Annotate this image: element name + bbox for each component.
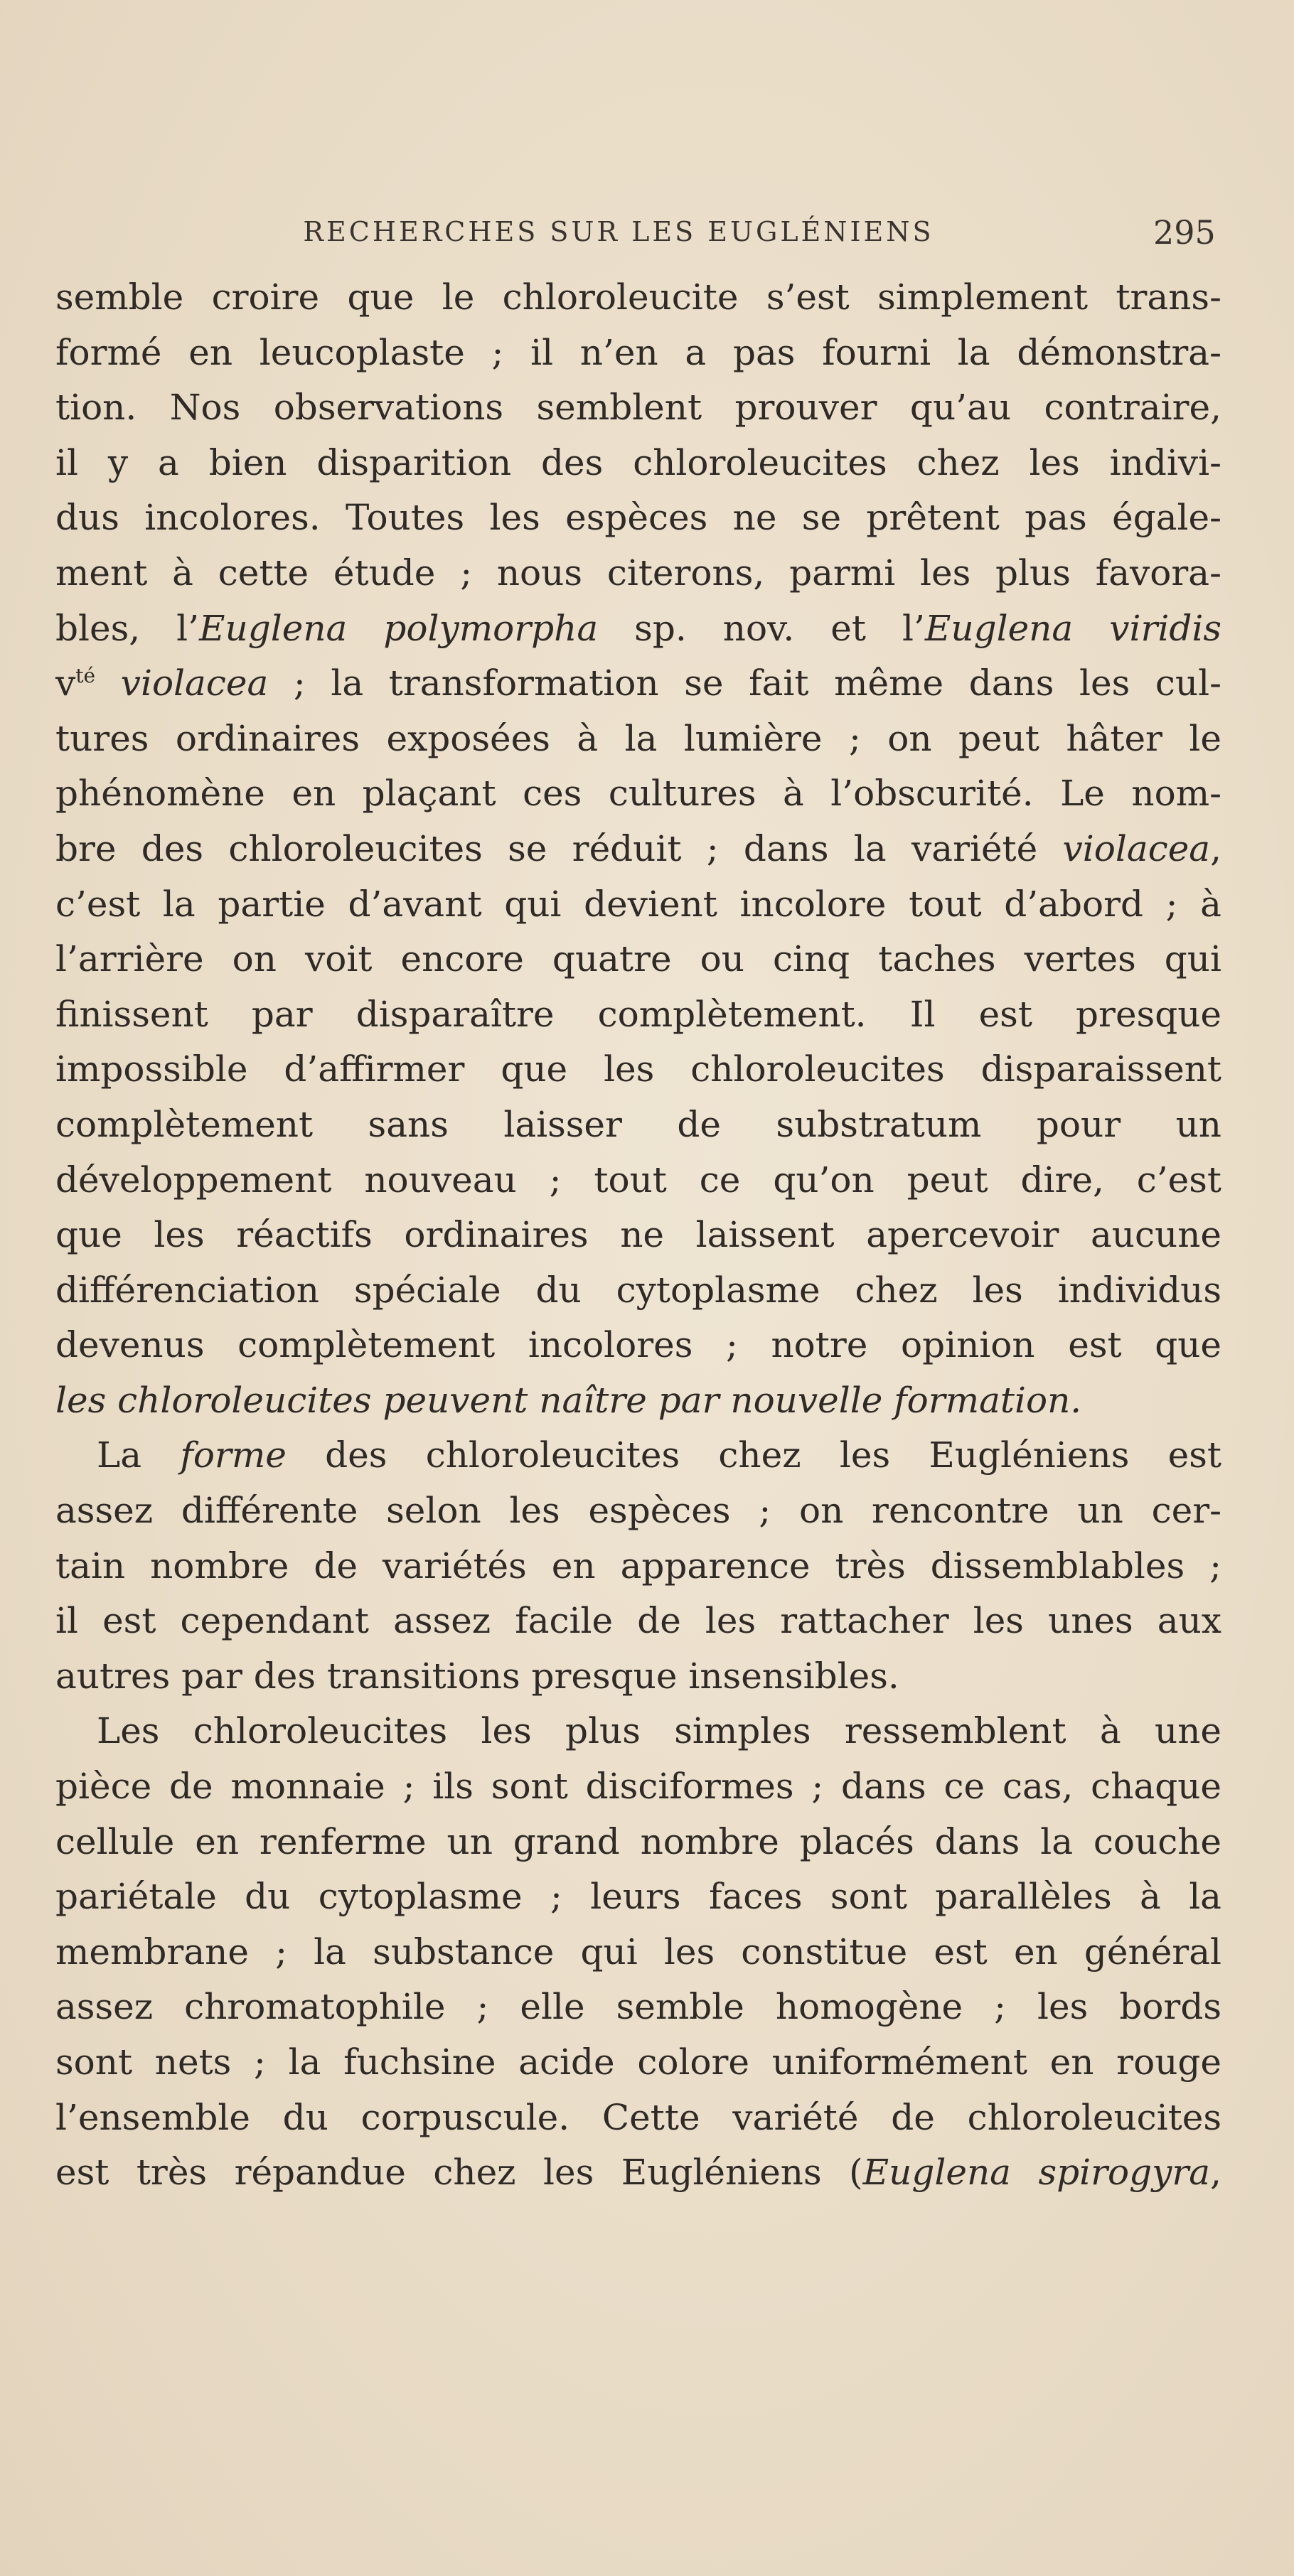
text-line: pièce de monnaie ; ils sont disciformes ; dans ce cas, chaque [55,1766,1221,1808]
text-line: La forme des chloroleucites chez les Eugléniens est [97,1434,1222,1476]
text-line: il est cependant assez facile de les rattacher les unes aux [55,1600,1221,1642]
text-line: il y a bien disparition des chloroleucites chez les indivi- [55,441,1221,483]
conclusion-italic: les chloroleucites peuvent naître par nouvelle formation. [55,1379,1082,1421]
text-line: complètement sans laisser de substratum pour un [55,1103,1221,1145]
species-name: Euglena spirogyra [862,2152,1211,2194]
text-line: tures ordinaires exposées à la lumière ; on peut hâter le [55,717,1221,759]
text-line: tion. Nos observations semblent prouver qu’au contraire, [55,387,1221,429]
text-line: que les réactifs ordinaires ne laissent apercevoir aucune [55,1214,1221,1256]
text-line: l’ensemble du corpuscule. Cette variété de chloroleucites [55,2096,1221,2138]
text-line: phénomène en plaçant ces cultures à l’obscurité. Le nom- [55,773,1221,815]
text-line: membrane ; la substance qui les constitue est en général [55,1931,1221,1973]
text-line: devenus complètement incolores ; notre opinion est que [55,1324,1221,1366]
variety-name: violacea [1062,827,1211,869]
text-line: $v^{té}$ violacea ; la transformation se fait même dans les cul- [55,662,1221,704]
text-line: finissent par disparaître complètement. Il est presque [55,993,1221,1035]
species-name: Euglena polymorpha [199,607,599,649]
text-line: impossible d’affirmer que les chloroleucites disparaissent [55,1048,1221,1090]
running-title: RECHERCHES SUR LES EUGLÉNIENS [303,216,934,247]
text-line: tain nombre de variétés en apparence très dissemblables ; [55,1545,1221,1587]
variety-name: violacea [95,662,269,704]
text-line: est très répandue chez les Eugléniens (Euglena spirogyra, [55,2152,1221,2194]
text-line: bre des chloroleucites se réduit ; dans la variété violacea, [55,827,1221,869]
text-line: développement nouveau ; tout ce qu’on peut dire, c’est [55,1159,1221,1201]
text-line: Les chloroleucites les plus simples ressemblent à une [97,1710,1221,1752]
text-line: l’arrière on voit encore quatre ou cinq taches vertes qui [55,938,1221,980]
emphasis-italic: forme [180,1434,287,1476]
page-header [0,213,1294,256]
text-line: sont nets ; la fuchsine acide colore uniformément en rouge [55,2041,1221,2083]
text-line: formé en leucoplaste ; il n’en a pas fourni la démonstra- [55,331,1221,373]
text-line: pariétale du cytoplasme ; leurs faces sont parallèles à la [55,1876,1221,1918]
text-line: assez chromatophile ; elle semble homogène ; les bords [55,1986,1221,2028]
text-line: assez différente selon les espèces ; on rencontre un cer- [55,1490,1221,1532]
text-line: bles, l’Euglena polymorpha sp. nov. et l’Euglena viridis [55,607,1222,649]
text-line: ment à cette étude ; nous citerons, parmi les plus favora- [55,552,1221,594]
text-line: c’est la partie d’avant qui devient incolore tout d’abord ; à [55,883,1221,925]
text-line: semble croire que le chloroleucite s’est simplement trans- [55,277,1221,318]
body-text [55,270,1221,2201]
text-line: différenciation spéciale du cytoplasme chez les individus [55,1269,1221,1311]
text-line: cellule en renferme un grand nombre placés dans la couche [55,1820,1221,1862]
text-line: dus incolores. Toutes les espèces ne se prêtent pas égale- [55,497,1221,539]
page-number: 295 [1153,213,1216,252]
text-line: autres par des transitions presque insensibles. [55,1655,899,1697]
superscript: té [75,664,96,688]
text-line [55,1373,1221,1429]
species-name: Euglena viridis [924,607,1222,649]
